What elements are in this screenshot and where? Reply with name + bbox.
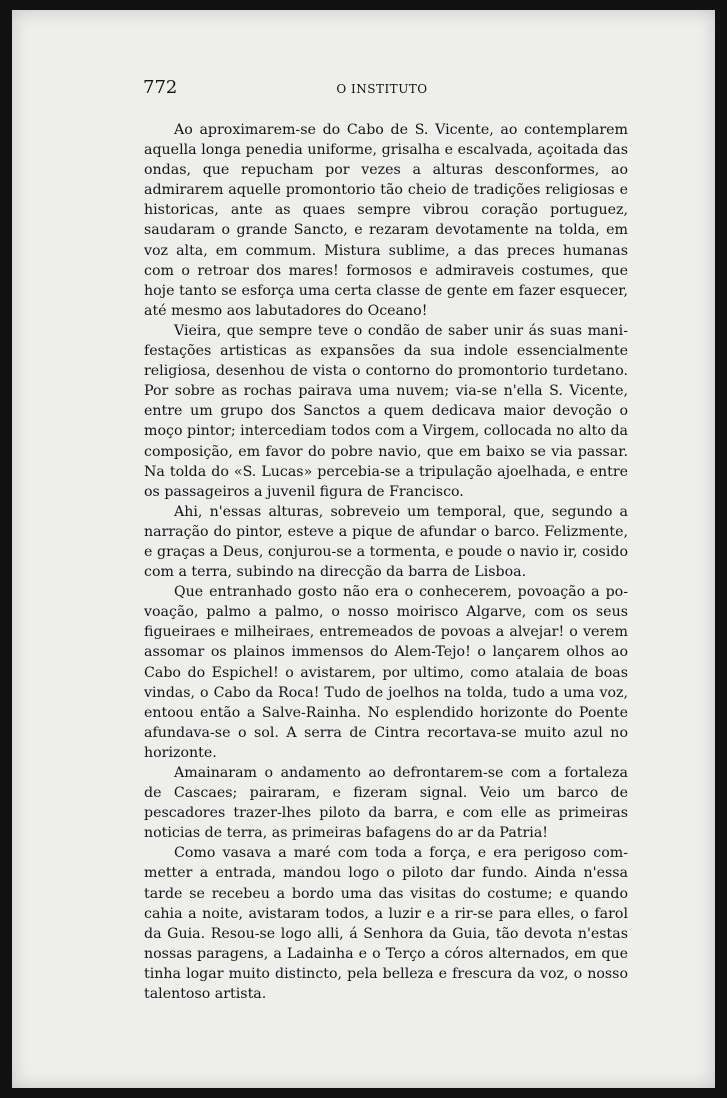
paragraph: Ao aproximarem-se do Cabo de S. Vicente, ao contemplarem aquella longa penedia uniforme, grisalha e escalvada, açoitada das ondas, que repucham por vezes a alturas desconformes, ao admirarem aquelle promontorio tão cheio de tradições religiosas e historicas, ante as quaes sempre vibrou coração portuguez, saudaram o grande Sancto, e rezaram devotamente na tolda, em voz alta, em commum. Mistura sublime, a das preces humanas com o retroar dos mares! formosos e admiraveis costumes, que hoje tanto se esforça uma certa classe de gente em fazer esquecer, até mesmo aos labutadores do Oceano! — [144, 122, 628, 319]
running-title-text: O INSTITUTO — [336, 82, 428, 96]
paragraph: Que entranhado gosto não era o conhecerem, povoação a povoação, palmo a palmo, o nosso moirisco Algarve, com os seus figueiraes e milheiraes, entremeados de povoas a alvejar! o verem assomar os plainos immensos do Alem-Tejo! o lançarem olhos ao Cabo do Espichel! o avistarem, por ultimo, como atalaia de boas vindas, o Cabo da Roca! Tudo de joelhos na tolda, tudo a uma voz, entoou então a Salve-Rainha. No esplendido horizonte do Poente afundava-se o sol. A serra de Cintra recortava-se muito azul no horizonte. — [144, 584, 628, 761]
paragraph: Ahi, n'essas alturas, sobreveio um temporal, que, segundo a narração do pintor, esteve a pique de afundar o barco. Felizmente, e graças a Deus, conjurou-se a tormenta, e poude o navio ir, cosido com a terra, subindo na direcção da barra de Lisboa. — [144, 503, 628, 581]
paragraph: Vieira, que sempre teve o condão de saber unir ás suas manifestações artisticas as expansões da sua indole essencialmente religiosa, desenhou de vista o contorno do promontorio turdetano. Por sobre as rochas pairava uma nuvem; via-se n'ella S. Vicente, entre um grupo dos Sanctos a quem dedicava maior devoção o moço pintor; intercediam todos com a Virgem, collocada no alto da composição, em favor do pobre navio, que em baixo se via passar. Na tolda do «S. Lucas» percebia-se a tripulação ajoelhada, e entre os passageiros a juvenil figura de Francisco. — [144, 322, 628, 500]
body-text — [144, 120, 628, 1004]
page-number: 772 — [143, 77, 178, 98]
paragraph: Amainaram o andamento ao defrontarem-se com a fortaleza de Cascaes; pairaram, e fizeram signal. Veio um barco de pescadores trazer-lhes piloto da barra, e com elle as primeiras noticias de terra, as primeiras bafagens do ar da Patria! — [144, 765, 628, 842]
running-title — [0, 82, 727, 96]
paragraph: Como vasava a maré com toda a força, e era perigoso commetter a entrada, mandou logo o piloto dar fundo. Ainda n'essa tarde se recebeu a bordo uma das visitas do costume; e quando cahia a noite, avistaram todos, a luzir e a rir-se para elles, o farol da Guia. Resou-se logo alli, á Senhora da Guia, tão devota n'estas nossas paragens, a Ladainha e o Terço a córos alternados, em que tinha logar muito distincto, pela belleza e frescura da voz, o nosso talentoso artista. — [144, 845, 628, 1003]
